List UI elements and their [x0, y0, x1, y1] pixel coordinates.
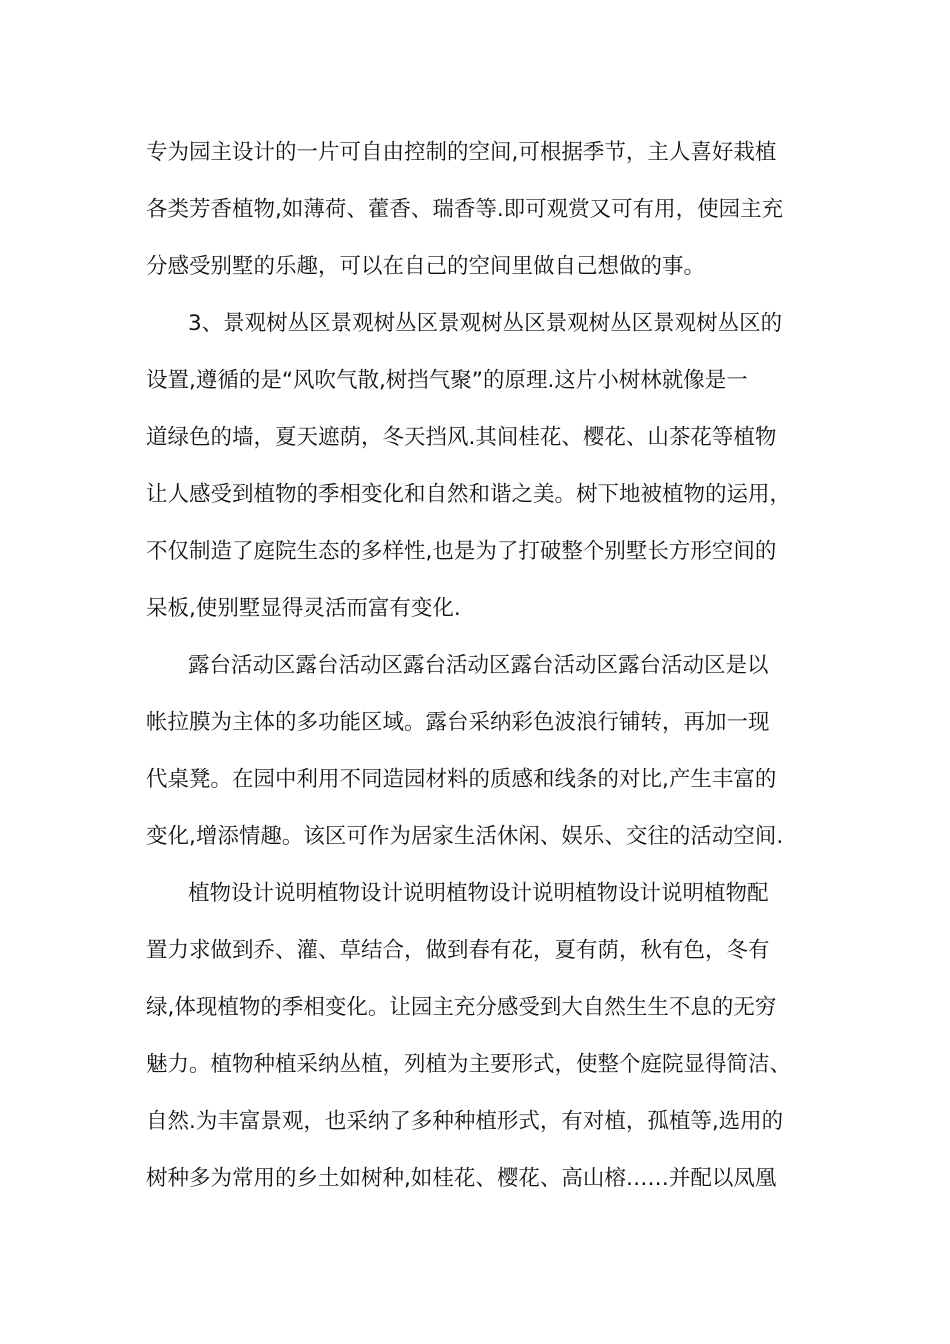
- paragraph-start-line: 3、景观树丛区景观树丛区景观树丛区景观树丛区景观树丛区的: [188, 311, 783, 336]
- text-line: 树种多为常用的乡土如树种,如桂花、樱花、高山榕……并配以凤凰: [146, 1166, 777, 1191]
- text-line: 不仅制造了庭院生态的多样性,也是为了打破整个别墅长方形空间的: [146, 539, 777, 564]
- text-line: 道绿色的墙，夏天遮荫，冬天挡风.其间桂花、樱花、山茶花等植物: [146, 425, 777, 450]
- text-line: 专为园主设计的一片可自由控制的空间,可根据季节，主人喜好栽植: [146, 140, 777, 165]
- text-line: 变化,增添情趣。该区可作为居家生活休闲、娱乐、交往的活动空间.: [146, 824, 784, 849]
- text-line: 各类芳香植物,如薄荷、藿香、瑞香等.即可观赏又可有用，使园主充: [146, 197, 784, 222]
- paragraph-start-line: 露台活动区露台活动区露台活动区露台活动区露台活动区是以: [188, 653, 769, 678]
- text-line: 分感受别墅的乐趣，可以在自己的空间里做自己想做的事。: [146, 254, 706, 279]
- text-line: 让人感受到植物的季相变化和自然和谐之美。树下地被植物的运用，: [146, 482, 792, 507]
- text-line: 绿,体现植物的季相变化。让园主充分感受到大自然生生不息的无穷: [146, 995, 777, 1020]
- text-line: 帐拉膜为主体的多功能区域。露台采纳彩色波浪行铺转，再加一现: [146, 710, 770, 735]
- text-line: 呆板,使别墅显得灵活而富有变化.: [146, 596, 461, 621]
- text-line: 魅力。植物种植采纳丛植，列植为主要形式，使整个庭院显得简洁、: [146, 1052, 792, 1077]
- paragraph-start-line: 植物设计说明植物设计说明植物设计说明植物设计说明植物配: [188, 881, 769, 906]
- text-line: 设置,遵循的是“风吹气散,树挡气聚”的原理.这片小树林就像是一: [146, 368, 748, 393]
- text-line: 自然.为丰富景观，也采纳了多种种植形式，有对植，孤植等,选用的: [146, 1109, 784, 1134]
- text-line: 置力求做到乔、灌、草结合，做到春有花，夏有荫，秋有色，冬有: [146, 938, 770, 963]
- text-line: 代桌凳。在园中利用不同造园材料的质感和线条的对比,产生丰富的: [146, 767, 777, 792]
